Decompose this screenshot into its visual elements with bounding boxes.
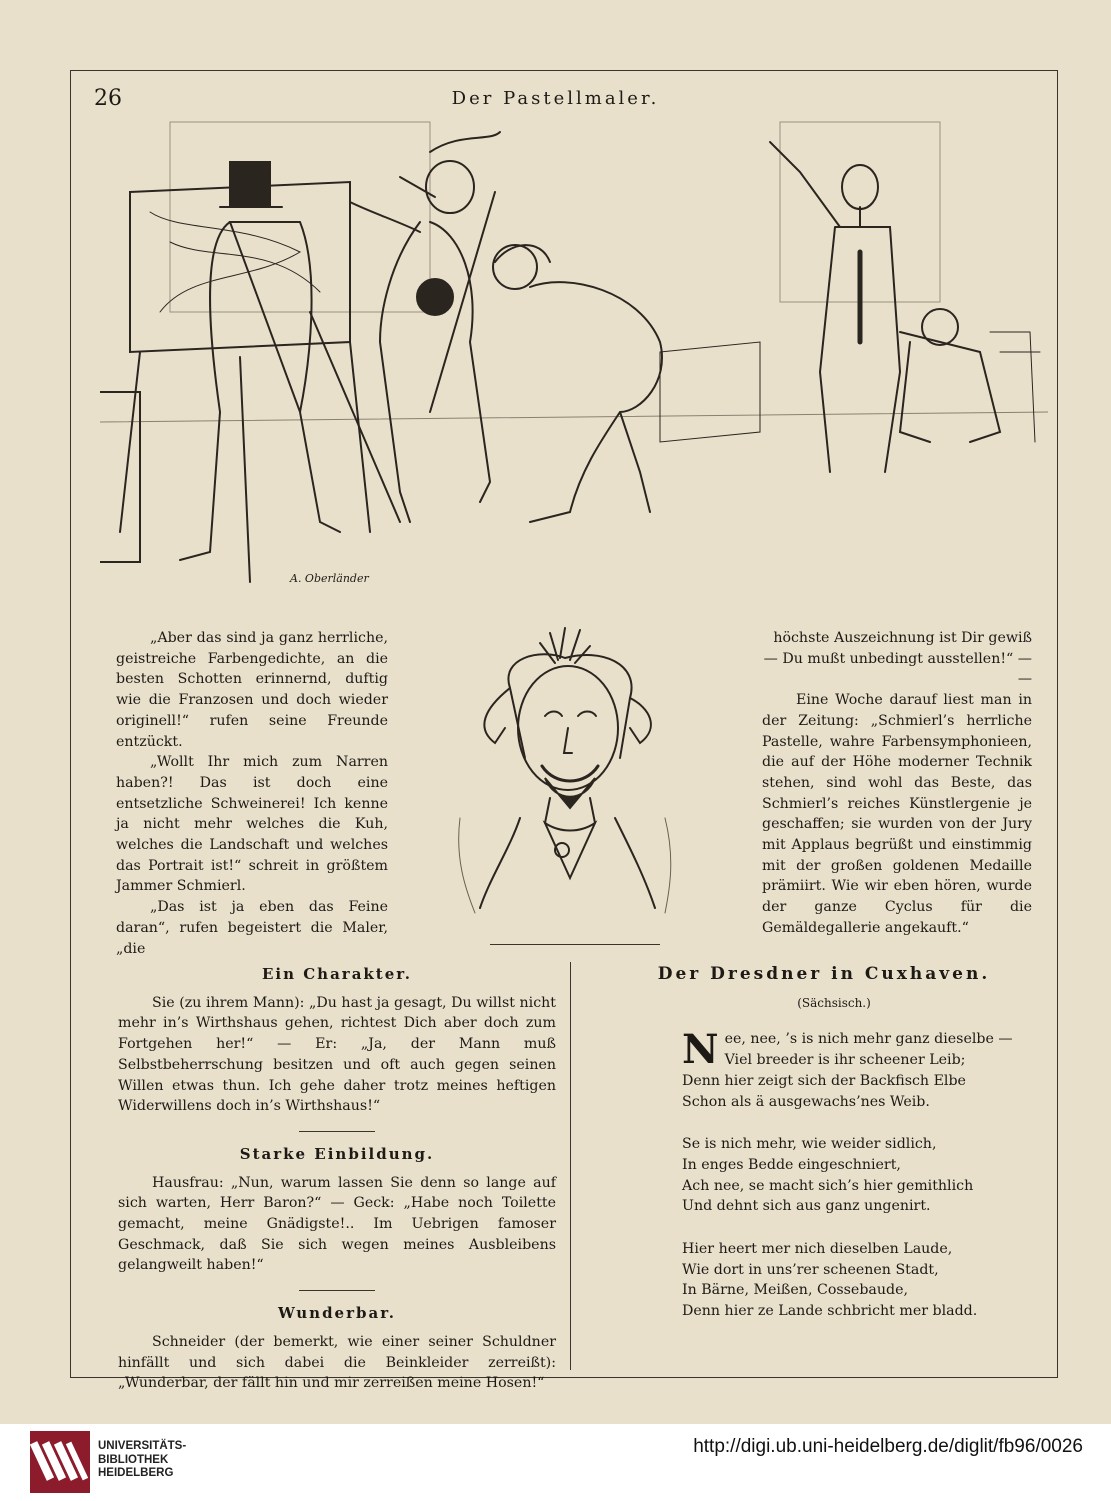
anecdote-text-einbildung: Hausfrau: „Nun, warum lassen Sie denn so lange auf sich warten, Herr Baron?“ — Geck: „Habe noch Toilette gemacht, meine Gnädigste!.. Im Uebrigen famoser Geschmack, daß Sie sich wegen meines Ausbleibens gelangweilt haben!“ <box>118 1174 556 1274</box>
poem-subtitle: (Sächsisch.) <box>797 995 871 1010</box>
anecdote-text-wunderbar: Schneider (der bemerkt, wie einer seiner Schuldner hinfällt und sich dabei die Beinkleider zerreißt): „Wunderbar, der fällt hin und mir zerreißen meine Hosen!“ <box>118 1333 556 1392</box>
poem-line: In Bärne, Meißen, Cossebaude, <box>682 1282 908 1299</box>
poem-stanza-3 <box>682 1239 1004 1322</box>
section-divider <box>299 1290 375 1291</box>
drop-cap: N <box>682 1026 719 1074</box>
story-paragraph: Eine Woche darauf liest man in der Zeitung: „Schmierl’s herrliche Pastelle, wahre Farbensymphonieen, die auf der Höhe moderner Technik stehen, sind wohl das Beste, das Schmierl’s reiches Künstlergenie je geschaffen; sie wurden von der Jury mit Applaus begrüßt und einstimmig mit der großen goldenen Medaille prämiirt. Wie wir eben hören, wurde der ganze Cyclus für die Gemäldegallerie angekauft.“ <box>762 692 1032 936</box>
column-divider <box>570 962 571 1370</box>
poem-line: Denn hier ze Lande schbricht mer bladd. <box>682 1303 978 1320</box>
story-paragraph: höchste Auszeichnung ist Dir gewiß — Du mußt unbedingt ausstellen!“ — — <box>763 630 1032 688</box>
poem-line: Hier heert mer nich dieselben Laude, <box>682 1241 953 1258</box>
story-paragraph: „Das ist ja eben das Feine daran“, rufen begeistert die Maler, „die <box>116 899 388 957</box>
painters-illustration <box>100 112 1048 590</box>
poem-line: In enges Bedde eingeschniert, <box>682 1156 901 1173</box>
anecdote-title-einbildung: Starke Einbildung. <box>239 1144 435 1163</box>
anecdote-title-wunderbar: Wunderbar. <box>278 1304 396 1323</box>
poem-line: Ach nee, se macht sich’s hier gemithlich <box>682 1177 974 1194</box>
story-paragraph: „Aber das sind ja ganz herrliche, geistreiche Farbengedichte, an die besten Schotten erinnernd, duftig wie die Franzosen und doch wieder originell!“ rufen seine Freunde entzückt. <box>116 630 388 750</box>
poem-line: ee, nee, ’s is nich mehr ganz dieselbe — <box>724 1031 1013 1048</box>
running-title: Der Pastellmaler. <box>451 88 660 109</box>
library-name <box>98 1440 186 1481</box>
poem-stanza-1 <box>682 1026 1013 1112</box>
anecdote-text-charakter: Sie (zu ihrem Mann): „Du hast ja gesagt, Du willst nicht mehr in’s Wirthshaus gehen, richtest Dich aber doch zum Fortgehen her!“ — Er: „Ja, der Mann muß Selbstbeherrschung besitzen und oft auch gegen seinen Willen etwas thun. Ich gehe daher trotz meines heftigen Widerwillens doch in’s Wirthshaus!“ <box>118 994 556 1115</box>
poem-line: Denn hier zeigt sich der Backfisch Elbe <box>682 1072 966 1089</box>
poem-line: Schon als ä ausgewachs’nes Weib. <box>682 1093 930 1110</box>
grinning-painter-portrait <box>450 618 680 918</box>
section-divider <box>299 1131 375 1132</box>
poem-line: Se is nich mehr, wie weider sidlich, <box>682 1136 937 1153</box>
permalink-url[interactable]: http://digi.ub.uni-heidelberg.de/diglit/fb96/0026 <box>693 1436 1083 1457</box>
poem-stanza-2 <box>682 1134 1004 1217</box>
poem-column <box>657 964 1013 1322</box>
poem-line: Und dehnt sich aus ganz ungenirt. <box>682 1198 931 1215</box>
section-divider <box>490 944 660 945</box>
library-name-line: BIBLIOTHEK <box>98 1453 169 1466</box>
poem-line: Wie dort in uns’rer scheenen Stadt, <box>682 1261 939 1278</box>
story-right-column <box>762 628 1032 939</box>
anecdote-title-charakter: Ein Charakter. <box>261 965 413 983</box>
story-paragraph: „Wollt Ihr mich zum Narren haben?! Das ist doch eine entsetzliche Schweinerei! Ich kenne ja nicht mehr welches die Kuh, welches die Landschaft und welches das Portrait ist!“ schreit in größtem Jammer Schmierl. <box>116 754 388 895</box>
anecdotes-column <box>118 964 556 1394</box>
library-name-line: UNIVERSITÄTS- <box>98 1440 187 1452</box>
library-name-line: HEIDELBERG <box>98 1467 174 1479</box>
library-logo-icon <box>30 1431 90 1493</box>
story-left-column <box>116 628 388 959</box>
poem-line: Viel breeder is ihr scheener Leib; <box>724 1052 966 1069</box>
page-number: 26 <box>94 86 122 111</box>
poem-title: Der Dresdner in Cuxhaven. <box>657 964 991 984</box>
artist-signature: A. Oberländer <box>290 572 369 585</box>
